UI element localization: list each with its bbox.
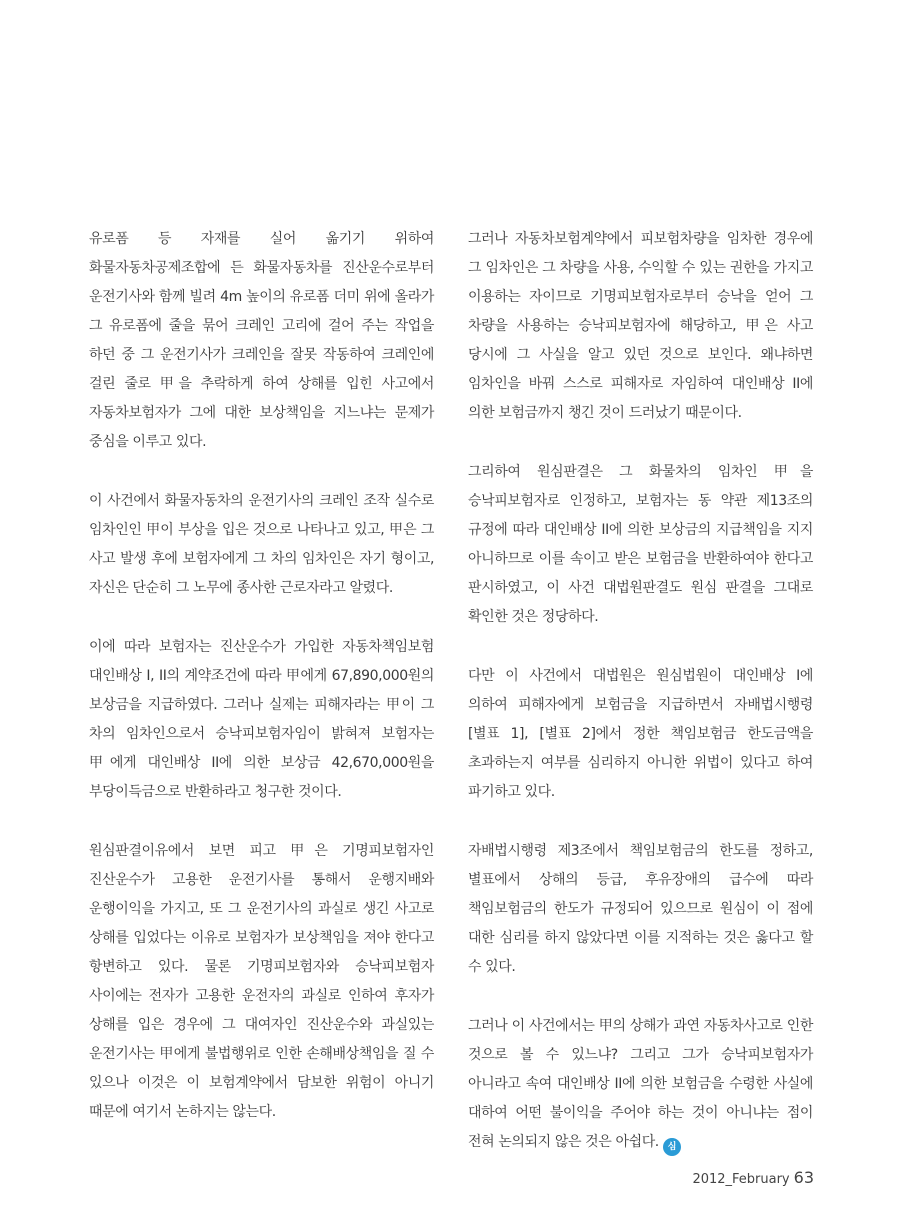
- paragraph: 그리하여 원심판결은 그 화물차의 임차인 甲을 승낙피보험자로 인정하고, 보험자는 동 약관 제13조의 규정에 따라 대인배상 II에 의한 보상금의 지급책임을 지지 아니하므로 이를 속이고 받은 보험금을 반환하여야 한다고 판시하였고, 이 사건 대법원판결도 원심 판결을 그대로 확인한 것은 정당하다.: [468, 464, 813, 625]
- issue-label: 2012_February: [692, 1172, 790, 1187]
- page-footer: [692, 1168, 814, 1187]
- page-number: 63: [793, 1168, 814, 1187]
- left-column: [89, 225, 434, 1157]
- paragraph: 유로폼 등 자재를 실어 옮기기 위하여 화물자동차공제조합에 든 화물자동차를 진산운수로부터 운전기사와 함께 빌려 4m 높이의 유로폼 더미 위에 올라가 그 유로폼에 줄을 묶어 크레인 고리에 걸어 주는 작업을 하던 중 그 운전기사가 크레인을 잘못 작동하여 크레인에 걸린 줄로 甲을 추락하게 하여 상해를 입힌 사고에서 자동차보험자가 그에 대한 보상책임을 지느냐는 문제가 중심을 이루고 있다.: [89, 231, 434, 450]
- paragraph: 원심판결이유에서 보면 피고 甲은 기명피보험자인 진산운수가 고용한 운전기사를 통해서 운행지배와 운행이익을 가지고, 또 그 운전기사의 과실로 생긴 사고로 상해를 입었다는 이유로 보험자가 보상책임을 져야 한다고 항변하고 있다. 물론 기명피보험자와 승낙피보험자 사이에는 전자가 고용한 운전자의 과실로 인하여 후자가 상해를 입은 경우에 그 대여자인 진산운수와 과실있는 운전기사는 甲에게 불법행위로 인한 손해배상책임을 질 수 있으나 이것은 이 보험계약에서 담보한 위험이 아니기 때문에 여기서 논하지는 않는다.: [89, 843, 434, 1120]
- paragraph: 이 사건에서 화물자동차의 운전기사의 크레인 조작 실수로 임차인인 甲이 부상을 입은 것으로 나타나고 있고, 甲은 그 사고 발생 후에 보험자에게 그 차의 임차인은 자기 형이고, 자신은 단순히 그 노무에 종사한 근로자라고 알렸다.: [89, 493, 434, 596]
- end-mark-icon: 심: [663, 1138, 681, 1156]
- paragraph-text: 그러나 이 사건에서는 甲의 상해가 과연 자동차사고로 인한 것으로 볼 수 있느냐? 그리고 그가 승낙피보험자가 아니라고 속여 대인배상 II에 의한 보험금을 수령한 사실에 대하여 어떤 불이익을 주어야 하는 것이 아니냐는 점이 전혀 논의되지 않은 것은 아쉽다.: [468, 1018, 813, 1150]
- paragraph: 자배법시행령 제3조에서 책임보험금의 한도를 정하고, 별표에서 상해의 등급, 후유장애의 급수에 따라 책임보험금의 한도가 규정되어 있으므로 원심이 이 점에 대한 심리를 하지 않았다면 이를 지적하는 것은 옳다고 할 수 있다.: [468, 843, 813, 975]
- paragraph: 이에 따라 보험자는 진산운수가 가입한 자동차책임보험 대인배상 I, II의 계약조건에 따라 甲에게 67,890,000원의 보상금을 지급하였다. 그러나 실제는 피해자라는 甲이 그 차의 임차인으로서 승낙피보험자임이 밝혀져 보험자는 甲에게 대인배상 II에 의한 보상금 42,670,000원을 부당이득금으로 반환하라고 청구한 것이다.: [89, 639, 434, 800]
- right-column: [468, 225, 813, 1187]
- paragraph-last: [468, 1012, 813, 1157]
- paragraph: 다만 이 사건에서 대법원은 원심법원이 대인배상 I에 의하여 피해자에게 보험금을 지급하면서 자배법시행령 [별표 1], [별표 2]에서 정한 책임보험금 한도금액을 초과하는지 여부를 심리하지 아니한 위법이 있다고 하여 파기하고 있다.: [468, 668, 813, 800]
- paragraph: 그러나 자동차보험계약에서 피보험차량을 임차한 경우에 그 임차인은 그 차량을 사용, 수익할 수 있는 권한을 가지고 이용하는 자이므로 기명피보험자로부터 승낙을 얻어 그 차량을 사용하는 승낙피보험자에 해당하고, 甲은 사고 당시에 그 사실을 알고 있던 것으로 보인다. 왜냐하면 임차인을 바꿔 스스로 피해자로 자임하여 대인배상 II에 의한 보험금까지 챙긴 것이 드러났기 때문이다.: [468, 231, 813, 421]
